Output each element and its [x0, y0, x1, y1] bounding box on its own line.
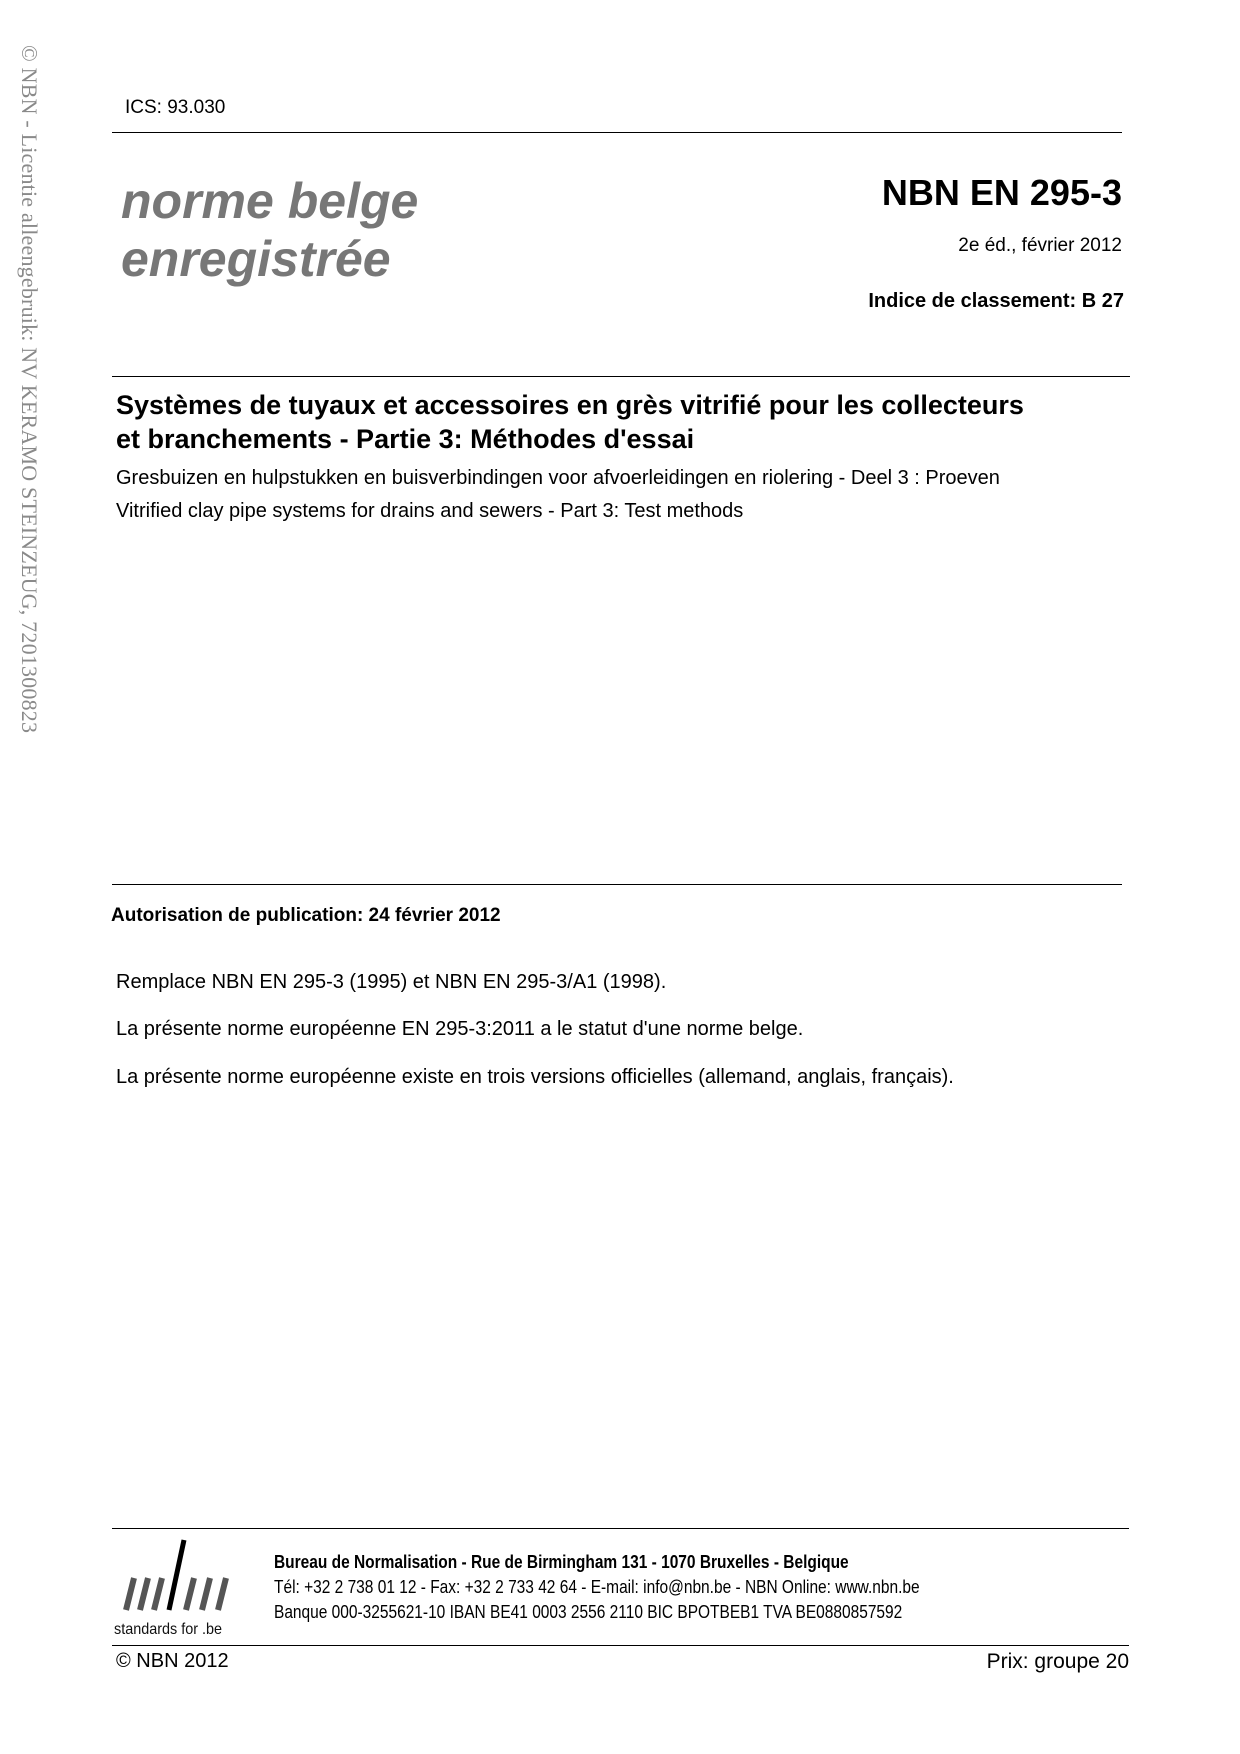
footer-bank: Banque 000-3255621-10 IBAN BE41 0003 2556 2110 BIC BPOTBEB1 TVA BE0880857592 — [274, 1602, 903, 1622]
footer-address: Bureau de Normalisation - Rue de Birmingham 131 - 1070 Bruxelles - Belgique — [274, 1552, 849, 1572]
divider — [112, 376, 1130, 377]
logo-tagline: standards for .be — [114, 1621, 223, 1638]
classification-index: Indice de classement: B 27 — [868, 290, 1124, 312]
divider — [112, 884, 1122, 885]
license-watermark: © NBN - Licentie alleengebruik: NV KERAMO STEINZEUG, 7201300823 — [17, 45, 42, 734]
standard-number: NBN EN 295-3 — [881, 172, 1122, 213]
edition: 2e éd., février 2012 — [958, 235, 1122, 256]
title-en: Vitrified clay pipe systems for drains and sewers - Part 3: Test methods — [116, 500, 744, 522]
nbn-logo — [114, 1538, 254, 1638]
nbn-logo-icon — [114, 1538, 254, 1613]
ics-code: ICS: 93.030 — [125, 97, 226, 118]
title-nl: Gresbuizen en hulpstukken en buisverbindingen voor afvoerleidingen en riolering - Deel 3 : Proeven — [116, 467, 1000, 489]
norm-type-line1: norme belge — [121, 173, 419, 229]
price-group: Prix: groupe 20 — [986, 1650, 1129, 1673]
title-fr-line1: Systèmes de tuyaux et accessoires en grès vitrifié pour les collecteurs — [116, 390, 1024, 420]
divider — [112, 132, 1122, 133]
note-replaces: Remplace NBN EN 295-3 (1995) et NBN EN 295-3/A1 (1998). — [116, 971, 667, 993]
norm-type-line2: enregistrée — [121, 231, 391, 287]
divider — [112, 1645, 1129, 1646]
note-versions: La présente norme européenne existe en trois versions officielles (allemand, anglais, français). — [116, 1066, 954, 1088]
publication-authorisation: Autorisation de publication: 24 février 2012 — [111, 905, 501, 926]
divider — [112, 1528, 1129, 1529]
title-fr-line2: et branchements - Partie 3: Méthodes d'essai — [116, 424, 695, 454]
copyright: © NBN 2012 — [116, 1650, 229, 1672]
note-status: La présente norme européenne EN 295-3:2011 a le statut d'une norme belge. — [116, 1018, 804, 1040]
footer-contact: Tél: +32 2 738 01 12 - Fax: +32 2 733 42 64 - E-mail: info@nbn.be - NBN Online: www.nbn.be — [274, 1577, 920, 1597]
